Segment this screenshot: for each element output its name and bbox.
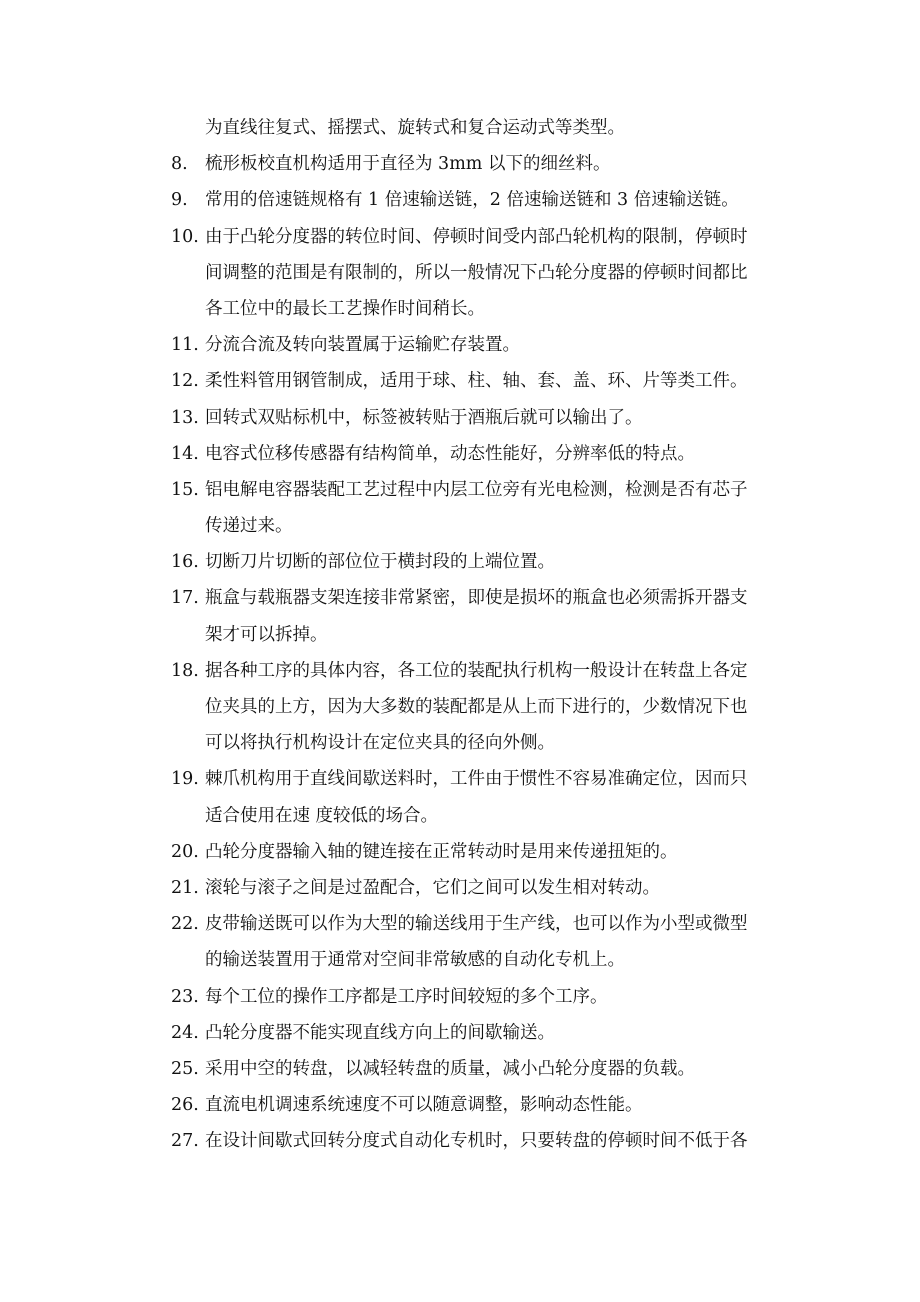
question-number: 9.	[171, 190, 188, 211]
question-line	[0, 580, 920, 616]
question-number: 21.	[171, 877, 199, 898]
question-continuation-line	[0, 798, 920, 834]
question-line	[0, 219, 920, 255]
question-number: 16.	[171, 552, 199, 573]
question-number: 14.	[171, 443, 199, 464]
question-text: 架才可以拆掉。	[205, 624, 328, 645]
question-number: 8.	[171, 154, 188, 175]
question-number: 22.	[171, 914, 199, 935]
question-text: 分流合流及转向装置属于运输贮存装置。	[205, 335, 520, 356]
question-text: 直流电机调速系统速度不可以随意调整，影响动态性能。	[205, 1095, 643, 1116]
question-text: 梳形板校直机构适用于直径为 3mm 以下的细丝料。	[205, 154, 611, 175]
question-number: 15.	[171, 479, 199, 500]
question-number: 19.	[171, 769, 199, 790]
question-number: 13.	[171, 407, 199, 428]
question-text: 电容式位移传感器有结构简单，动态性能好，分辨率低的特点。	[205, 443, 695, 464]
question-text: 位夹具的上方，因为大多数的装配都是从上而下进行的，少数情况下也	[205, 697, 748, 717]
question-continuation-line	[0, 725, 920, 761]
question-line	[0, 327, 920, 363]
question-line	[0, 870, 920, 906]
question-line	[0, 182, 920, 218]
question-continuation-line	[0, 508, 920, 544]
question-text: 可以将执行机构设计在定位夹具的径向外侧。	[205, 733, 555, 754]
question-text: 传递过来。	[205, 516, 293, 537]
question-text: 为直线往复式、摇摆式、旋转式和复合运动式等类型。	[205, 118, 625, 138]
question-continuation-line	[0, 255, 920, 291]
question-text: 每个工位的操作工序都是工序时间较短的多个工序。	[205, 986, 608, 1007]
question-number: 20.	[171, 841, 199, 862]
question-number: 26.	[171, 1095, 199, 1116]
question-number: 25.	[171, 1058, 199, 1079]
question-line	[0, 1087, 920, 1123]
question-text: 间调整的范围是有限制的，所以一般情况下凸轮分度器的停顿时间都比	[205, 262, 748, 283]
question-text: 凸轮分度器输入轴的键连接在正常转动时是用来传递扭矩的。	[205, 841, 678, 862]
question-continuation-line	[0, 291, 920, 327]
question-line	[0, 653, 920, 689]
question-number: 24.	[171, 1022, 199, 1043]
question-number: 18.	[171, 660, 199, 681]
question-text: 棘爪机构用于直线间歇送料时，工件由于惯性不容易准确定位，因而只	[205, 769, 748, 790]
question-number: 12.	[171, 371, 199, 392]
question-line	[0, 906, 920, 942]
question-line	[0, 146, 920, 182]
question-number: 23.	[171, 986, 199, 1007]
question-text: 瓶盒与载瓶器支架连接非常紧密，即使是损坏的瓶盒也必须需拆开器支	[205, 588, 748, 609]
question-text: 柔性料管用钢管制成，适用于球、柱、轴、套、盖、环、片等类工件。	[205, 371, 748, 392]
question-line	[0, 761, 920, 797]
question-text: 皮带输送既可以作为大型的输送线用于生产线，也可以作为小型或微型	[205, 914, 748, 935]
question-text: 凸轮分度器不能实现直线方向上的间歇输送。	[205, 1022, 555, 1043]
question-line	[0, 979, 920, 1015]
question-text: 在设计间歇式回转分度式自动化专机时，只要转盘的停顿时间不低于各	[205, 1131, 748, 1152]
question-text: 滚轮与滚子之间是过盈配合，它们之间可以发生相对转动。	[205, 877, 660, 898]
question-number: 27.	[171, 1131, 199, 1152]
question-line	[0, 1123, 920, 1159]
question-text: 铝电解电容器装配工艺过程中内层工位旁有光电检测，检测是否有芯子	[205, 479, 748, 500]
question-continuation-line	[0, 942, 920, 978]
question-text: 切断刀片切断的部位位于横封段的上端位置。	[205, 552, 555, 573]
question-number: 10.	[171, 226, 199, 247]
question-text: 常用的倍速链规格有 1 倍速输送链，2 倍速输送链和 3 倍速输送链。	[205, 190, 739, 211]
question-continuation-line	[0, 617, 920, 653]
question-line	[0, 834, 920, 870]
document-page	[0, 110, 920, 1159]
question-line	[0, 400, 920, 436]
question-line	[0, 363, 920, 399]
question-number: 17.	[171, 588, 199, 609]
question-text: 据各种工序的具体内容，各工位的装配执行机构一般设计在转盘上各定	[205, 660, 748, 681]
question-text: 的输送装置用于通常对空间非常敏感的自动化专机上。	[205, 950, 625, 971]
question-text: 适合使用在速 度较低的场合。	[205, 805, 439, 826]
question-text: 由于凸轮分度器的转位时间、停顿时间受内部凸轮机构的限制，停顿时	[205, 226, 748, 247]
question-line	[0, 436, 920, 472]
question-line	[0, 110, 920, 146]
question-line	[0, 472, 920, 508]
question-text: 回转式双贴标机中，标签被转贴于酒瓶后就可以输出了。	[205, 407, 643, 428]
question-number: 11.	[171, 335, 199, 356]
question-text: 各工位中的最长工艺操作时间稍长。	[205, 298, 485, 319]
question-line	[0, 1015, 920, 1051]
question-line	[0, 544, 920, 580]
question-text: 采用中空的转盘，以减轻转盘的质量，减小凸轮分度器的负载。	[205, 1058, 695, 1079]
question-line	[0, 1051, 920, 1087]
question-continuation-line	[0, 689, 920, 725]
